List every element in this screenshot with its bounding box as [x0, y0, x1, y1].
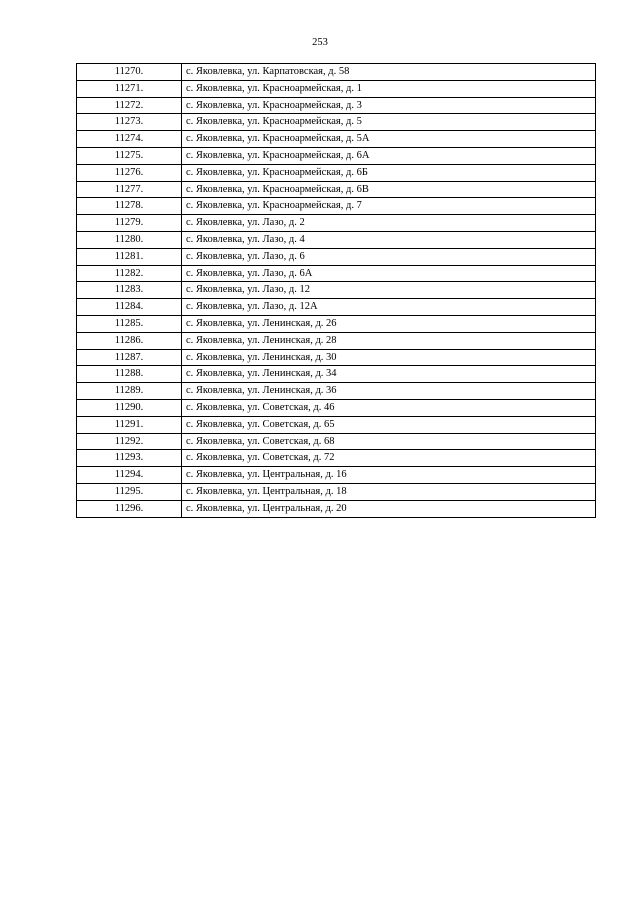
address-table — [76, 63, 596, 518]
address-cell: с. Яковлевка, ул. Ленинская, д. 34 — [182, 366, 596, 383]
table-row — [77, 332, 596, 349]
row-number-cell: 11289. — [77, 383, 182, 400]
table-row — [77, 299, 596, 316]
row-number-cell: 11293. — [77, 450, 182, 467]
table-row — [77, 215, 596, 232]
row-number-cell: 11287. — [77, 349, 182, 366]
table-row — [77, 433, 596, 450]
address-cell: с. Яковлевка, ул. Красноармейская, д. 3 — [182, 97, 596, 114]
address-cell: с. Яковлевка, ул. Лазо, д. 12А — [182, 299, 596, 316]
table-row — [77, 265, 596, 282]
table-row — [77, 366, 596, 383]
row-number-cell: 11295. — [77, 483, 182, 500]
table-row — [77, 248, 596, 265]
table-row — [77, 483, 596, 500]
table-row — [77, 450, 596, 467]
address-cell: с. Яковлевка, ул. Ленинская, д. 36 — [182, 383, 596, 400]
row-number-cell: 11273. — [77, 114, 182, 131]
page-number: 253 — [312, 37, 328, 48]
address-cell: с. Яковлевка, ул. Центральная, д. 20 — [182, 500, 596, 517]
address-cell: с. Яковлевка, ул. Карпатовская, д. 58 — [182, 64, 596, 81]
row-number-cell: 11271. — [77, 80, 182, 97]
row-number-cell: 11292. — [77, 433, 182, 450]
row-number-cell: 11281. — [77, 248, 182, 265]
row-number-cell: 11290. — [77, 399, 182, 416]
address-cell: с. Яковлевка, ул. Советская, д. 68 — [182, 433, 596, 450]
row-number-cell: 11288. — [77, 366, 182, 383]
address-cell: с. Яковлевка, ул. Советская, д. 46 — [182, 399, 596, 416]
address-cell: с. Яковлевка, ул. Советская, д. 65 — [182, 416, 596, 433]
table-row — [77, 114, 596, 131]
address-cell: с. Яковлевка, ул. Лазо, д. 4 — [182, 231, 596, 248]
row-number-cell: 11285. — [77, 315, 182, 332]
table-row — [77, 500, 596, 517]
row-number-cell: 11282. — [77, 265, 182, 282]
address-cell: с. Яковлевка, ул. Ленинская, д. 26 — [182, 315, 596, 332]
address-cell: с. Яковлевка, ул. Красноармейская, д. 1 — [182, 80, 596, 97]
table-row — [77, 181, 596, 198]
table-row — [77, 467, 596, 484]
table-row — [77, 349, 596, 366]
address-cell: с. Яковлевка, ул. Красноармейская, д. 6А — [182, 147, 596, 164]
address-cell: с. Яковлевка, ул. Советская, д. 72 — [182, 450, 596, 467]
table-row — [77, 231, 596, 248]
row-number-cell: 11279. — [77, 215, 182, 232]
address-cell: с. Яковлевка, ул. Красноармейская, д. 6В — [182, 181, 596, 198]
table-row — [77, 80, 596, 97]
row-number-cell: 11274. — [77, 131, 182, 148]
address-cell: с. Яковлевка, ул. Ленинская, д. 30 — [182, 349, 596, 366]
row-number-cell: 11275. — [77, 147, 182, 164]
table-row — [77, 315, 596, 332]
address-cell: с. Яковлевка, ул. Красноармейская, д. 6Б — [182, 164, 596, 181]
address-table-body — [77, 64, 596, 518]
table-row — [77, 416, 596, 433]
address-cell: с. Яковлевка, ул. Лазо, д. 6 — [182, 248, 596, 265]
row-number-cell: 11284. — [77, 299, 182, 316]
table-row — [77, 147, 596, 164]
row-number-cell: 11277. — [77, 181, 182, 198]
row-number-cell: 11294. — [77, 467, 182, 484]
row-number-cell: 11278. — [77, 198, 182, 215]
table-row — [77, 282, 596, 299]
address-cell: с. Яковлевка, ул. Красноармейская, д. 5А — [182, 131, 596, 148]
row-number-cell: 11296. — [77, 500, 182, 517]
address-cell: с. Яковлевка, ул. Центральная, д. 18 — [182, 483, 596, 500]
row-number-cell: 11276. — [77, 164, 182, 181]
address-cell: с. Яковлевка, ул. Лазо, д. 6А — [182, 265, 596, 282]
row-number-cell: 11291. — [77, 416, 182, 433]
address-cell: с. Яковлевка, ул. Красноармейская, д. 7 — [182, 198, 596, 215]
table-row — [77, 164, 596, 181]
table-row — [77, 198, 596, 215]
row-number-cell: 11280. — [77, 231, 182, 248]
address-cell: с. Яковлевка, ул. Ленинская, д. 28 — [182, 332, 596, 349]
table-row — [77, 383, 596, 400]
row-number-cell: 11286. — [77, 332, 182, 349]
address-cell: с. Яковлевка, ул. Лазо, д. 12 — [182, 282, 596, 299]
row-number-cell: 11272. — [77, 97, 182, 114]
table-row — [77, 64, 596, 81]
table-row — [77, 399, 596, 416]
table-row — [77, 97, 596, 114]
table-row — [77, 131, 596, 148]
row-number-cell: 11283. — [77, 282, 182, 299]
address-cell: с. Яковлевка, ул. Лазо, д. 2 — [182, 215, 596, 232]
address-cell: с. Яковлевка, ул. Красноармейская, д. 5 — [182, 114, 596, 131]
address-cell: с. Яковлевка, ул. Центральная, д. 16 — [182, 467, 596, 484]
row-number-cell: 11270. — [77, 64, 182, 81]
